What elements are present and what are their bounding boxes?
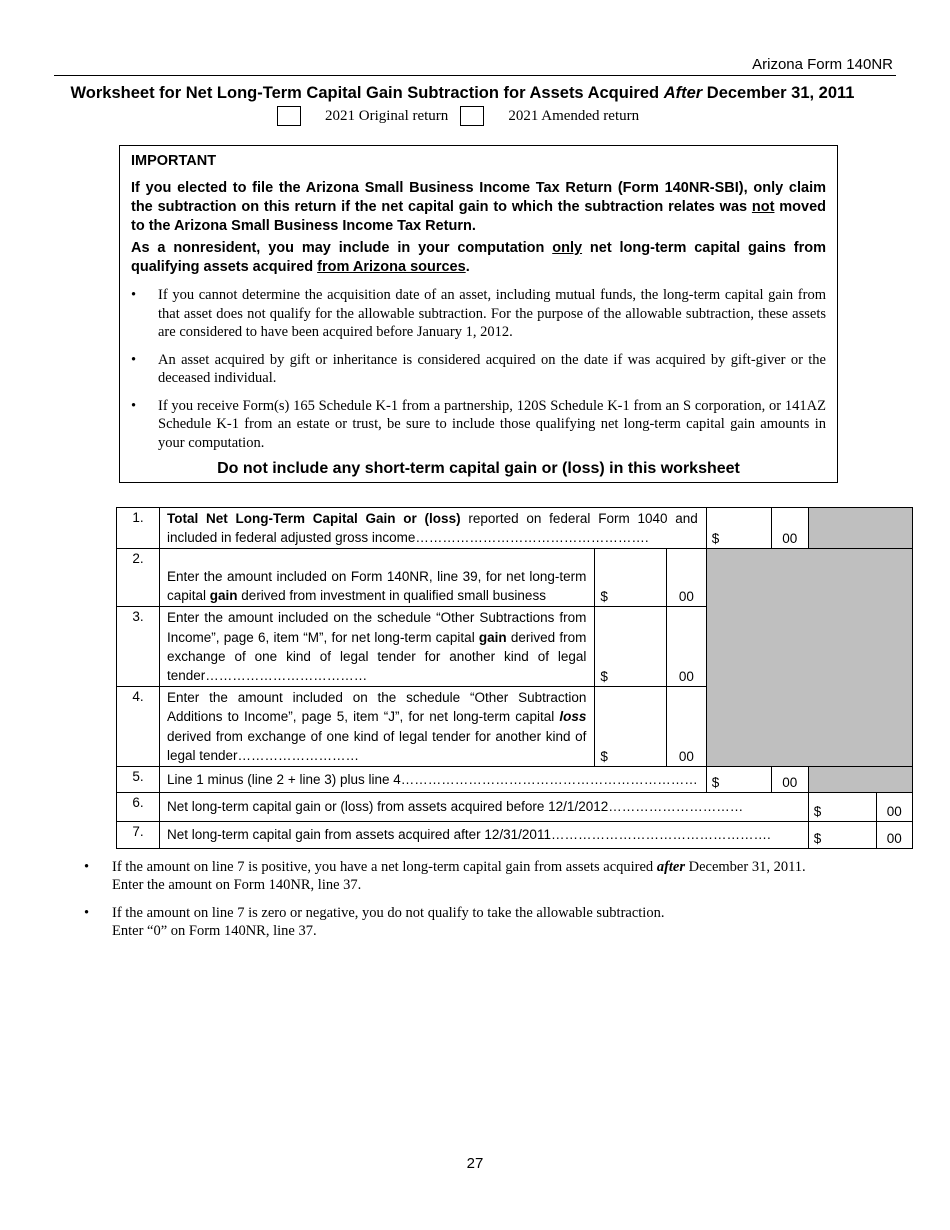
line-6-dollars-field[interactable]: $	[808, 793, 876, 822]
line-number: 3.	[117, 607, 160, 687]
table-row	[117, 549, 913, 607]
list-item: • If the amount on line 7 is positive, you have a net long-term capital gain from assets acquired after December 31, 2011. Enter the amount on Form 140NR, line 37.	[84, 859, 806, 893]
line-2-dollars-field[interactable]: $	[595, 549, 667, 607]
line-6-description: Net long-term capital gain or (loss) from assets acquired before 12/1/2012…………………………	[160, 793, 809, 822]
header-rule	[54, 75, 896, 76]
line-4-dollars-field[interactable]: $	[595, 687, 667, 767]
line-5-description: Line 1 minus (line 2 + line 3) plus line 4…………………………………………………………	[160, 767, 707, 793]
amended-return-label: 2021 Amended return	[508, 107, 640, 124]
shaded-cell	[808, 767, 912, 793]
table-row	[117, 822, 913, 849]
original-return-checkbox[interactable]	[277, 106, 301, 126]
worksheet-title: Worksheet for Net Long-Term Capital Gain Subtraction for Assets Acquired After December 31, 2011	[70, 84, 855, 102]
table-row	[117, 793, 913, 822]
instructions-list	[84, 858, 874, 950]
line-2-cents-field[interactable]: 00	[667, 549, 707, 607]
line-6-cents-field[interactable]: 00	[876, 793, 912, 822]
bullet-icon: •	[131, 351, 137, 368]
line-3-description: Enter the amount included on the schedule “Other Subtractions from Income”, page 6, item “M”, for net long-term capital gain derived from exchange of one kind of legal tender for another kind of legal tender………………………………	[160, 607, 595, 687]
bullet-icon: •	[131, 397, 137, 414]
bullet-icon: •	[84, 859, 90, 875]
list-item: • If the amount on line 7 is zero or negative, you do not qualify to take the allowable subtraction. Enter “0” on Form 140NR, line 37.	[84, 905, 665, 939]
line-5-dollars-field[interactable]: $	[706, 767, 771, 793]
return-type-row	[277, 106, 639, 126]
line-3-dollars-field[interactable]: $	[595, 607, 667, 687]
line-number: 4.	[117, 687, 160, 767]
list-item: • An asset acquired by gift or inheritance is considered acquired on the date if was acquired by gift-giver or the deceased individual.	[131, 351, 826, 386]
list-item: • If you cannot determine the acquisition date of an asset, including mutual funds, the long-term capital gain from that asset does not qualify for the allowable subtraction. For the purpose of the allowable subtraction, these assets are considered to have been acquired before January 1, 2012.	[131, 287, 826, 340]
list-item: • If you receive Form(s) 165 Schedule K-1 from a partnership, 120S Schedule K-1 from an S corporation, or 141AZ Schedule K-1 from an estate or trust, be sure to include those qualifying net long-term capital gain amounts in your computation.	[131, 397, 826, 451]
shaded-cell	[808, 508, 912, 549]
line-4-cents-field[interactable]: 00	[667, 687, 707, 767]
line-7-dollars-field[interactable]: $	[808, 822, 876, 849]
page-number: 27	[466, 1155, 484, 1172]
line-number: 6.	[117, 793, 160, 822]
sbi-notice: If you elected to file the Arizona Small Business Income Tax Return (Form 140NR-SBI), only claim the subtraction on this return if the net capital gain to which the subtraction relates was not moved to the Arizona Small Business Income Tax Return.	[131, 180, 827, 234]
form-name: Arizona Form 140NR	[752, 56, 893, 73]
bullet-icon: •	[131, 287, 137, 303]
line-1-description: Total Net Long-Term Capital Gain or (loss) reported on federal Form 1040 and included in federal adjusted gross income…………………………………………….	[160, 508, 707, 549]
bullet-icon: •	[84, 905, 90, 921]
line-7-cents-field[interactable]: 00	[876, 822, 912, 849]
nonresident-notice: As a nonresident, you may include in your computation only net long-term capital gains from qualifying assets acquired from Arizona sources.	[131, 240, 826, 275]
line-1-dollars-field[interactable]: $	[706, 508, 771, 549]
important-box	[119, 145, 838, 483]
line-7-description: Net long-term capital gain from assets acquired after 12/31/2011………………………………………….	[160, 822, 809, 849]
shaded-cell	[706, 549, 912, 767]
table-row	[117, 508, 913, 549]
line-5-cents-field[interactable]: 00	[771, 767, 808, 793]
line-1-cents-field[interactable]: 00	[771, 508, 808, 549]
worksheet-table	[116, 507, 913, 849]
line-4-description: Enter the amount included on the schedule “Other Subtraction Additions to Income”, page 5, item “J”, for net long-term capital loss derived from exchange of one kind of legal tender for another kind of legal tender………………………	[160, 687, 595, 767]
short-term-warning: Do not include any short-term capital gain or (loss) in this worksheet	[217, 460, 740, 477]
line-3-cents-field[interactable]: 00	[667, 607, 707, 687]
line-number: 1.	[117, 508, 160, 549]
line-number: 5.	[117, 767, 160, 793]
original-return-label: 2021 Original return	[325, 107, 449, 124]
important-heading: IMPORTANT	[131, 153, 217, 169]
amended-return-checkbox[interactable]	[460, 106, 484, 126]
table-row	[117, 767, 913, 793]
important-bullets	[131, 286, 826, 461]
line-number: 2.	[117, 549, 160, 607]
line-number: 7.	[117, 822, 160, 849]
line-2-description: Enter the amount included on Form 140NR, line 39, for net long-term capital gain derived from investment in qualified small business	[160, 549, 595, 607]
